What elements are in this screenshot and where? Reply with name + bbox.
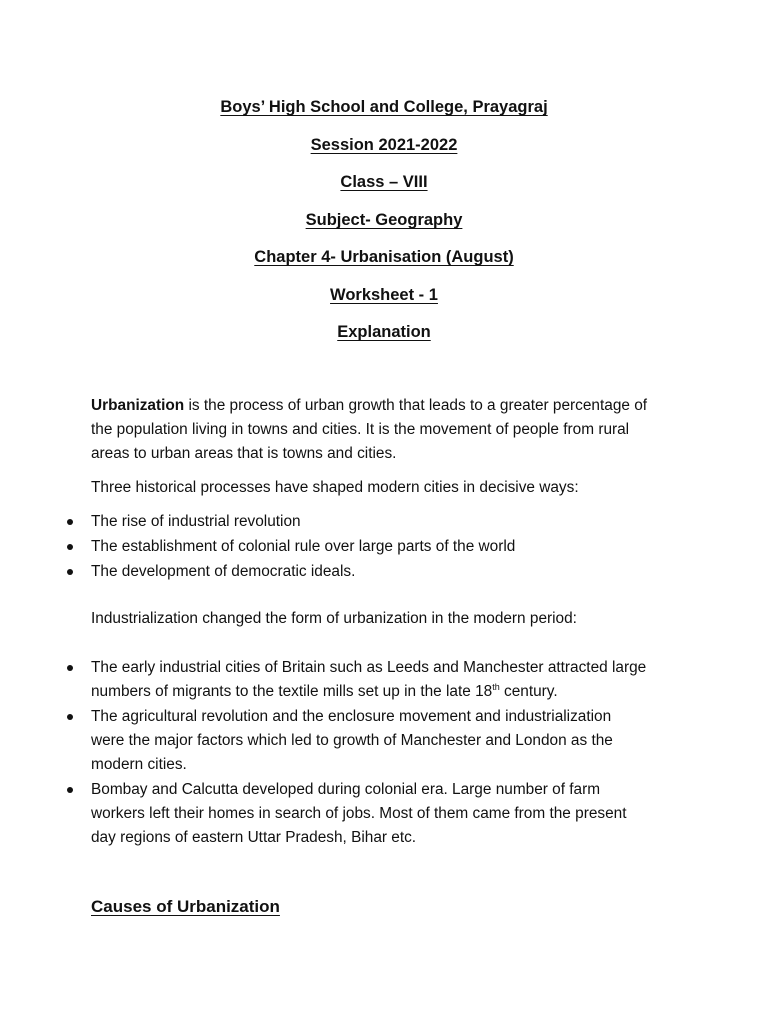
ordinal-suffix: th [492,681,500,692]
intro-line-3: areas to urban areas that is towns and cities. [91,445,397,462]
process-item-2 [91,535,691,559]
industrialization-item-1-line-1: The early industrial cities of Britain such as Leeds and Manchester attracted large [91,659,647,676]
worksheet-title: Worksheet - 1 [330,286,438,304]
class-title: Class – VIII [340,173,428,191]
intro-line-2: the population living in towns and cities. It is the movement of people from rural [91,421,630,438]
process-item-3-text: The development of democratic ideals. [91,563,356,580]
bullet-icon [67,519,73,525]
industrialization-lead: Industrialization changed the form of urbanization in the modern period: [91,610,577,627]
process-item-1-text: The rise of industrial revolution [91,513,301,530]
item-1-line-2-end: century. [499,683,558,700]
bullet-icon [67,665,73,671]
bullet-icon [67,569,73,575]
processes-lead: Three historical processes have shaped modern cities in decisive ways: [91,479,579,496]
industrialization-item-3-line-1: Bombay and Calcutta developed during colonial era. Large number of farm [91,781,601,798]
industrialization-item-2-line-2: were the major factors which led to growth of Manchester and London as the [91,732,613,749]
bullet-icon [67,544,73,550]
explanation-title: Explanation [337,323,431,341]
industrialization-item-1-line-2 [91,680,691,704]
causes-heading: Causes of Urbanization [91,897,280,916]
industrialization-item-3-line-2: workers left their homes in search of jobs. Most of them came from the present [91,805,627,822]
bullet-icon [67,787,73,793]
school-name: Boys’ High School and College, Prayagraj [220,98,548,116]
intro-term: Urbanization [91,397,185,414]
intro-line-1 [91,394,691,418]
process-item-3 [91,560,691,584]
industrialization-item-2 [91,705,691,777]
industrialization-item-3 [91,778,691,850]
industrialization-item-1 [91,656,691,704]
session-title: Session 2021-2022 [310,136,458,154]
bullet-icon [67,714,73,720]
intro-line-1-text: is the process of urban growth that leads to a greater percentage of [184,397,648,414]
process-item-2-text: The establishment of colonial rule over large parts of the world [91,538,516,555]
subject-title: Subject- Geography [305,211,463,229]
industrialization-item-2-line-1: The agricultural revolution and the enclosure movement and industrialization [91,708,612,725]
process-item-1 [91,510,691,534]
item-1-line-2-text: numbers of migrants to the textile mills set up in the late 18 [91,683,493,700]
chapter-title: Chapter 4- Urbanisation (August) [254,248,514,266]
intro-paragraph [91,394,691,466]
industrialization-item-3-line-3: day regions of eastern Uttar Pradesh, Bihar etc. [91,829,417,846]
industrialization-item-2-line-3: modern cities. [91,756,187,773]
